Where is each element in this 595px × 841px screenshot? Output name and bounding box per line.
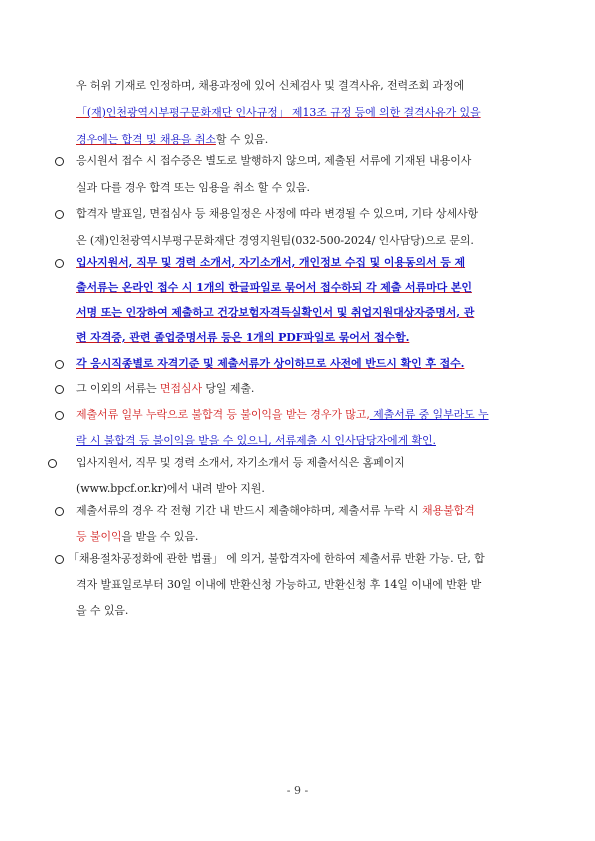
p2-line-2: 은 (재)인천광역시부평구문화재단 경영지원팀(032-500-2024/ 인사담당)으로 문의. xyxy=(76,234,474,247)
p3-line-4: 련 자격증, 관련 졸업증명서류 등은 1개의 PDF파일로 묶어서 접수함. xyxy=(76,331,410,344)
bullet-circle-icon xyxy=(55,259,64,268)
p8-text-a: 제출서류의 경우 각 전형 기간 내 반드시 제출해야하며, 제출서류 누락 시 xyxy=(76,504,423,517)
p0-cancel-text: 경우에는 합격 및 채용을 취소 xyxy=(76,133,216,146)
p9-line-1: 「채용절차공정화에 관한 법률」 에 의거, 불합격자에 한하여 제출서류 반환 가능. 단, 합 xyxy=(68,552,485,565)
p5-interview-text: 면접심사 xyxy=(159,382,202,395)
bullet-circle-icon xyxy=(55,210,64,219)
p5-text-c: 당일 제출. xyxy=(201,382,255,395)
p8-line-2 xyxy=(76,528,198,546)
p8-text-b: 을 받을 수 있음. xyxy=(121,530,199,543)
bullet-circle-icon xyxy=(55,507,64,516)
p0-line-3-tail: 할 수 있음. xyxy=(215,133,269,146)
p6-text-b: 제출서류 중 일부라도 누 xyxy=(369,408,489,421)
p1-line-2: 실과 다를 경우 합격 또는 임용을 취소 할 수 있음. xyxy=(76,181,310,194)
p1-line-1: 응시원서 접수 시 접수증은 별도로 발행하지 않으며, 제출된 서류에 기재된 내용이사 xyxy=(76,154,472,167)
p0-line-1: 우 허위 기재로 인정하며, 채용과정에 있어 신체검사 및 결격사유, 전력조회 과정에 xyxy=(76,79,465,92)
p6-line-2 xyxy=(76,432,436,450)
p0-line-3 xyxy=(76,131,268,149)
p3-line-2: 출서류는 온라인 접수 시 1개의 한글파일로 묶어서 접수하되 각 제출 서류마다 본인 xyxy=(76,281,472,294)
p3-line-3: 서명 또는 인장하여 제출하고 건강보험자격득실확인서 및 취업지원대상자증명서, 관 xyxy=(76,306,475,319)
bullet-circle-icon xyxy=(55,385,64,394)
p8-disadvantage-text: 등 불이익 xyxy=(76,530,122,543)
p7-line-1: 입사지원서, 직무 및 경력 소개서, 자기소개서 등 제출서식은 홈페이지 xyxy=(76,456,405,469)
bullet-circle-icon xyxy=(55,360,64,369)
p8-line-1 xyxy=(76,502,475,520)
p6-text-c: 락 시 불합격 등 불이익을 받을 수 있으니, xyxy=(76,434,272,447)
bullet-circle-icon xyxy=(55,157,64,166)
p6-line-1 xyxy=(76,406,489,424)
p9-line-3: 을 수 있음. xyxy=(76,604,129,617)
p0-line-2: 「(재)인천광역시부평구문화재단 인사규정」 제13조 규정 등에 의한 결격사유가 있을 xyxy=(76,106,481,119)
p6-text-d: 서류제출 시 인사담당자에게 확인. xyxy=(271,434,436,447)
bullet-circle-icon xyxy=(55,411,64,420)
p4-line-1: 각 응시직종별로 자격기준 및 제출서류가 상이하므로 사전에 반드시 확인 후 접수. xyxy=(76,357,465,370)
p5-line-1 xyxy=(76,380,254,398)
page-number: - 9 - xyxy=(286,784,309,797)
p6-text-a: 제출서류 일부 누락으로 불합격 등 불이익을 받는 경우가 많고, xyxy=(76,408,370,421)
bullet-circle-icon xyxy=(48,459,57,468)
p2-line-1: 합격자 발표일, 면접심사 등 채용일정은 사정에 따라 변경될 수 있으며, 기타 상세사항 xyxy=(76,207,479,220)
p7-line-2: (www.bpcf.or.kr)에서 내려 받아 지원. xyxy=(76,482,265,495)
p3-line-1: 입사지원서, 직무 및 경력 소개서, 자기소개서, 개인정보 수집 및 이용동의서 등 제 xyxy=(76,256,466,269)
bullet-circle-icon xyxy=(55,555,64,564)
p5-text-a: 그 이외의 서류는 xyxy=(76,382,160,395)
p8-fail-text: 채용불합격 xyxy=(422,504,475,517)
p9-line-2: 격자 발표일로부터 30일 이내에 반환신청 가능하고, 반환신청 후 14일 이내에 반환 받 xyxy=(76,578,482,591)
